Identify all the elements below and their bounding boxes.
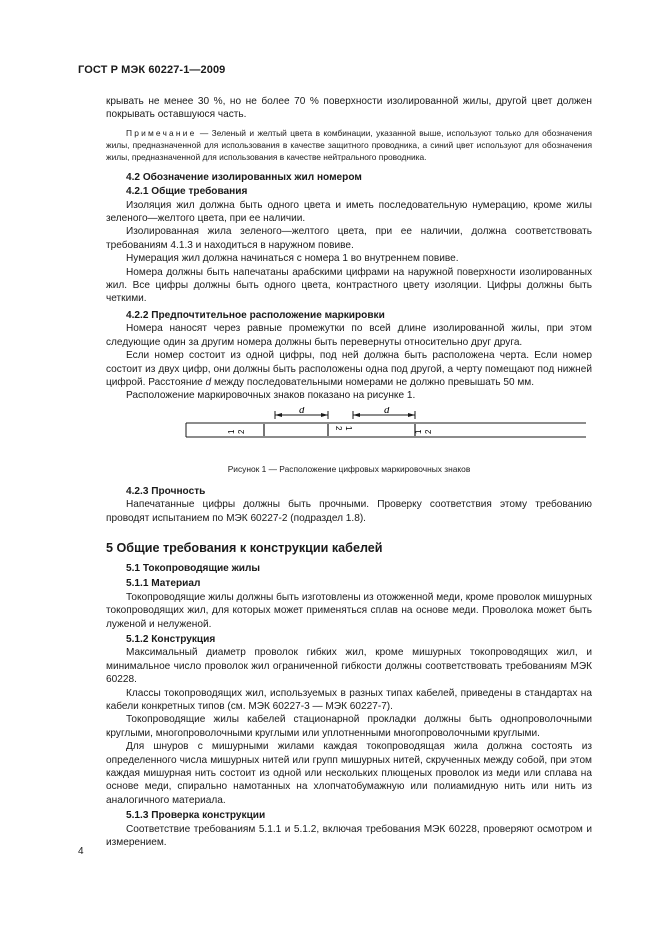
text-span: Если номер состоит из одной цифры, под ней должна быть расположена черта. Если номер состоит из двух цифр, они должны быть расположены одна под другой, а черту помещают под нижней цифрой. Расстояние [106,350,592,388]
section-heading-5-1-1: 5.1.1 Материал [126,578,201,590]
paragraph: Максимальный диаметр проволок гибких жил, кроме мишурных токопроводящих жил, и минимальное число проволок жил ограниченной гибкости должны соответствовать требованиям МЭК 60228. [106,647,592,686]
dim-label: d [299,406,305,416]
document-header: ГОСТ Р МЭК 60227-1—2009 [78,64,226,76]
paragraph: Напечатанные цифры должны быть прочными. Проверку соответствия этому требованию проводят испытанием по МЭК 60227-2 (подраздел 1.8). [106,499,592,524]
section-heading-4-2-2: 4.2.2 Предпочтительное расположение маркировки [126,309,385,321]
digit-1: 1 [344,425,353,431]
figure-1 [106,407,592,457]
paragraph: крывать не менее 30 %, но не более 70 % поверхности изолированной жилы, другой цвет должен покрывать оставшуюся часть. [106,96,592,121]
page-number: 4 [78,846,84,857]
marking-group [334,426,353,431]
paragraph: Номера наносят через равные промежутки по всей длине изолированной жилы, при этом следующие один за другим номера должны быть перевернуты относительно друг друга. [106,323,592,348]
section-heading-5-1: 5.1 Токопроводящие жилы [126,562,260,574]
paragraph: Изоляция жил должна быть одного цвета и иметь последовательную нумерацию, кроме жилы зеленого—желтого цвета, при ее наличии. [106,199,592,225]
paragraph [106,349,592,389]
digit-1: 1 [227,429,236,434]
marking-diagram [106,407,592,457]
paragraph: Токопроводящие жилы кабелей стационарной прокладки должны быть однопроволочными круглыми, многопроволочными круглыми или уплотненными многопроволочными круглыми. [106,714,592,739]
digit-2: 2 [237,429,246,434]
digit-2: 2 [424,429,433,434]
digit-2: 2 [334,425,343,431]
paragraph: Нумерация жил должна начинаться с номера 1 во внутреннем повиве. [126,253,459,265]
dim-label: d [384,406,390,416]
section-heading-4-2-1: 4.2.1 Общие требования [126,186,248,198]
paragraph: Для шнуров с мишурными жилами каждая токопроводящая жила должна состоять из определенного числа мишурных нитей или групп мишурных нитей, скрученных между собой, при этом каждая мишурная нить состоит из одной или нескольких плющеных проволок из меди или сплава на основе меди, спирально намотанных на хлопчатобумажную или полиамидную нить или нить из аналогичного материала. [106,741,592,806]
note-text: — Зеленый и желтый цвета в комбинации, указанной выше, используют только для обозначения жилы, предназначенной для использования в качестве защитного проводника, а синий цвет используют для обозначения жилы, предназначенной для использования в качестве нейтрального проводника. [106,127,592,162]
section-heading-5-1-2: 5.1.2 Конструкция [126,633,216,645]
paragraph: Токопроводящие жилы должны быть изготовлены из отожженной меди, кроме проволок мишурных токопроводящих жил, для которых может применяться сплав на основе меди. Проволока может быть луженой и нелуженой. [106,591,592,630]
paragraph: Изолированная жила зеленого—желтого цвета, при ее наличии, должна соответствовать требованиям 4.1.3 и находиться в наружном повиве. [106,226,592,251]
paragraph: Расположение маркировочных знаков показано на рисунке 1. [126,390,416,402]
figure-caption: Рисунок 1 — Расположение цифровых маркировочных знаков [227,463,471,474]
section-heading-4-2-3: 4.2.3 Прочность [126,485,206,497]
digit-1: 1 [414,429,423,434]
note [106,127,592,163]
section-heading-4-2: 4.2 Обозначение изолированных жил номером [126,171,362,183]
text-span: между последовательными номерами не должно превышать 50 мм. [211,376,535,388]
paragraph: Номера должны быть напечатаны арабскими цифрами на наружной поверхности изолированных жил. Все цифры должны быть одного цвета, контрастного цвету изоляции. Цифры должны быть четкими. [106,266,592,305]
section-heading-5: 5 Общие требования к конструкции кабелей [106,540,383,555]
note-label: Примечание [126,127,197,138]
section-heading-5-1-3: 5.1.3 Проверка конструкции [126,810,266,822]
distance-symbol: d [205,376,212,388]
marking-group [414,429,433,434]
paragraph: Соответствие требованиям 5.1.1 и 5.1.2, включая требования МЭК 60228, проверяют осмотром и измерением. [106,823,592,849]
paragraph: Классы токопроводящих жил, используемых в разных типах кабелей, приведены в стандартах на кабели конкретных типов (см. МЭК 60227-3 — МЭК 60227-7). [106,687,592,712]
document-body [106,95,592,849]
marking-group [227,429,246,434]
